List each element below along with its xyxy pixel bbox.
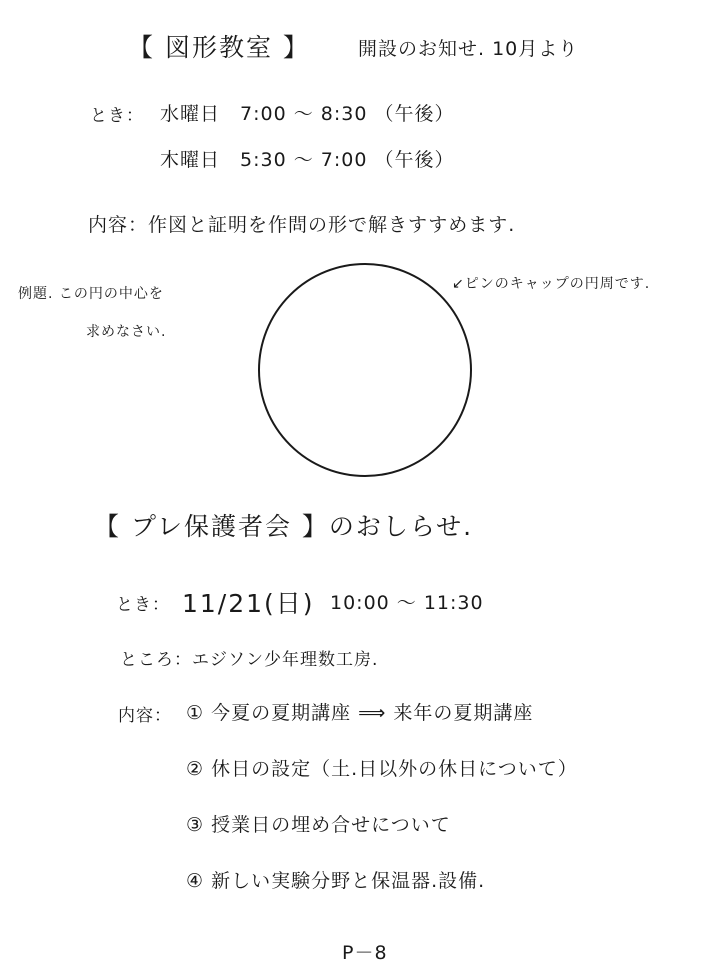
example-problem-line-1: 例題. この円の中心を xyxy=(18,286,164,302)
agenda-item-3: ③ 授業日の埋め合せについて xyxy=(186,814,451,836)
course-content-text: 内容：作図と証明を作問の形で解きすすめます. xyxy=(88,214,516,236)
schedule-row-wednesday: 水曜日 7:00 〜 8:30 （午後） xyxy=(160,103,455,125)
meeting-time: 10:00 〜 11:30 xyxy=(330,592,484,614)
example-circle xyxy=(259,264,471,476)
meeting-date: 11/21(日) xyxy=(182,589,315,618)
meeting-content-label: 内容： xyxy=(118,706,172,726)
announcement-text: 開設のお知せ. 10月より xyxy=(358,38,579,60)
schedule-label: とき： xyxy=(90,106,144,126)
meeting-date-label: とき： xyxy=(116,595,170,615)
schedule-row-thursday: 木曜日 5:30 〜 7:00 （午後） xyxy=(160,149,455,171)
meeting-place: ところ：エジソン少年理数工房. xyxy=(120,650,379,670)
agenda-item-2: ② 休日の設定（土.日以外の休日について） xyxy=(186,758,578,780)
agenda-item-4: ④ 新しい実験分野と保温器.設備. xyxy=(186,870,486,892)
page-title: 【 図形教室 】 xyxy=(128,33,310,62)
page-number: P－8 xyxy=(342,942,388,964)
example-problem-line-2: 求めなさい. xyxy=(86,324,167,340)
agenda-item-1: ① 今夏の夏期講座 ⟹ 来年の夏期講座 xyxy=(186,702,534,724)
example-note: ↙ピンのキャップの円周です. xyxy=(452,276,651,292)
meeting-title: 【 プレ保護者会 】のおしらせ. xyxy=(94,512,474,541)
